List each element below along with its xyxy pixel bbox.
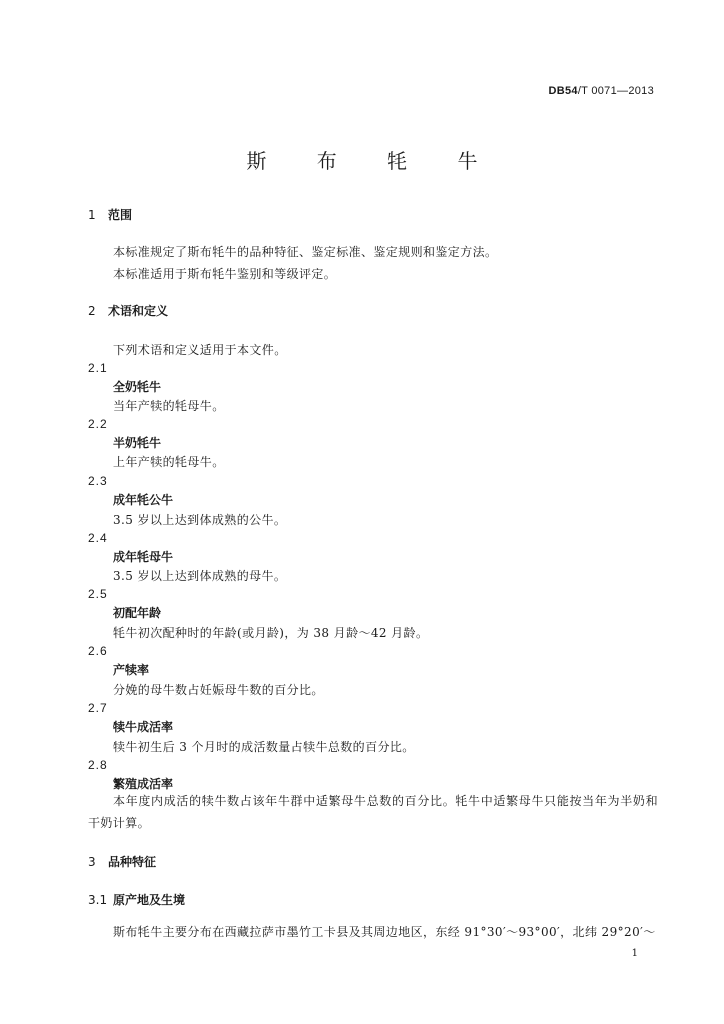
- term-name: 全奶牦牛: [113, 380, 162, 394]
- term-number: 2.2: [88, 417, 108, 431]
- page-number: 1: [631, 948, 638, 959]
- term-number: 2.3: [88, 474, 108, 488]
- term-number: 2.4: [88, 531, 108, 545]
- term-definition: 3.5 岁以上达到体成熟的母牛。: [113, 569, 287, 583]
- document-title: 斯 布 牦 牛: [246, 149, 500, 173]
- term-number: 2.8: [88, 758, 108, 772]
- term-definition: 犊牛初生后 3 个月时的成活数量占犊牛总数的百分比。: [113, 740, 415, 754]
- paragraph: 本标准适用于斯布牦牛鉴别和等级评定。: [113, 267, 337, 281]
- term-definition: 上年产犊的牦母牛。: [113, 455, 225, 469]
- term-name: 初配年龄: [113, 606, 162, 620]
- term-name: 犊牛成活率: [113, 720, 174, 734]
- term-number: 2.6: [88, 644, 108, 658]
- term-definition: 3.5 岁以上达到体成熟的公牛。: [113, 513, 287, 527]
- standard-code: DB54/T 0071—2013: [548, 85, 654, 97]
- term-name: 成年牦母牛: [113, 550, 174, 564]
- term-number: 2.5: [88, 587, 108, 601]
- section-heading-1: 1 范围: [88, 208, 133, 222]
- term-name: 产犊率: [113, 663, 150, 677]
- paragraph: 下列术语和定义适用于本文件。: [113, 343, 287, 357]
- paragraph: 本标准规定了斯布牦牛的品种特征、鉴定标准、鉴定规则和鉴定方法。: [113, 245, 498, 259]
- term-definition: 当年产犊的牦母牛。: [113, 399, 225, 413]
- section-heading-3: 3 品种特征: [88, 855, 157, 869]
- subsection-heading-3-1: 3.1 原产地及生境: [88, 893, 186, 907]
- paragraph: 斯布牦牛主要分布在西藏拉萨市墨竹工卡县及其周边地区，东经 91°30′～93°00′，北纬 29°20′～: [113, 925, 656, 939]
- term-name: 半奶牦牛: [113, 436, 162, 450]
- term-name: 繁殖成活率: [113, 777, 174, 791]
- term-name: 成年牦公牛: [113, 493, 174, 507]
- term-number: 2.1: [88, 361, 108, 375]
- term-definition: 牦牛初次配种时的年龄(或月龄)，为 38 月龄～42 月龄。: [113, 626, 429, 640]
- term-number: 2.7: [88, 701, 108, 715]
- term-definition: 分娩的母牛数占妊娠母牛数的百分比。: [113, 683, 324, 697]
- term-definition: 本年度内成活的犊牛数占该年牛群中适繁母牛总数的百分比。牦牛中适繁母牛只能按当年为半奶和干奶计算。: [88, 794, 658, 830]
- section-heading-2: 2 术语和定义: [88, 304, 169, 318]
